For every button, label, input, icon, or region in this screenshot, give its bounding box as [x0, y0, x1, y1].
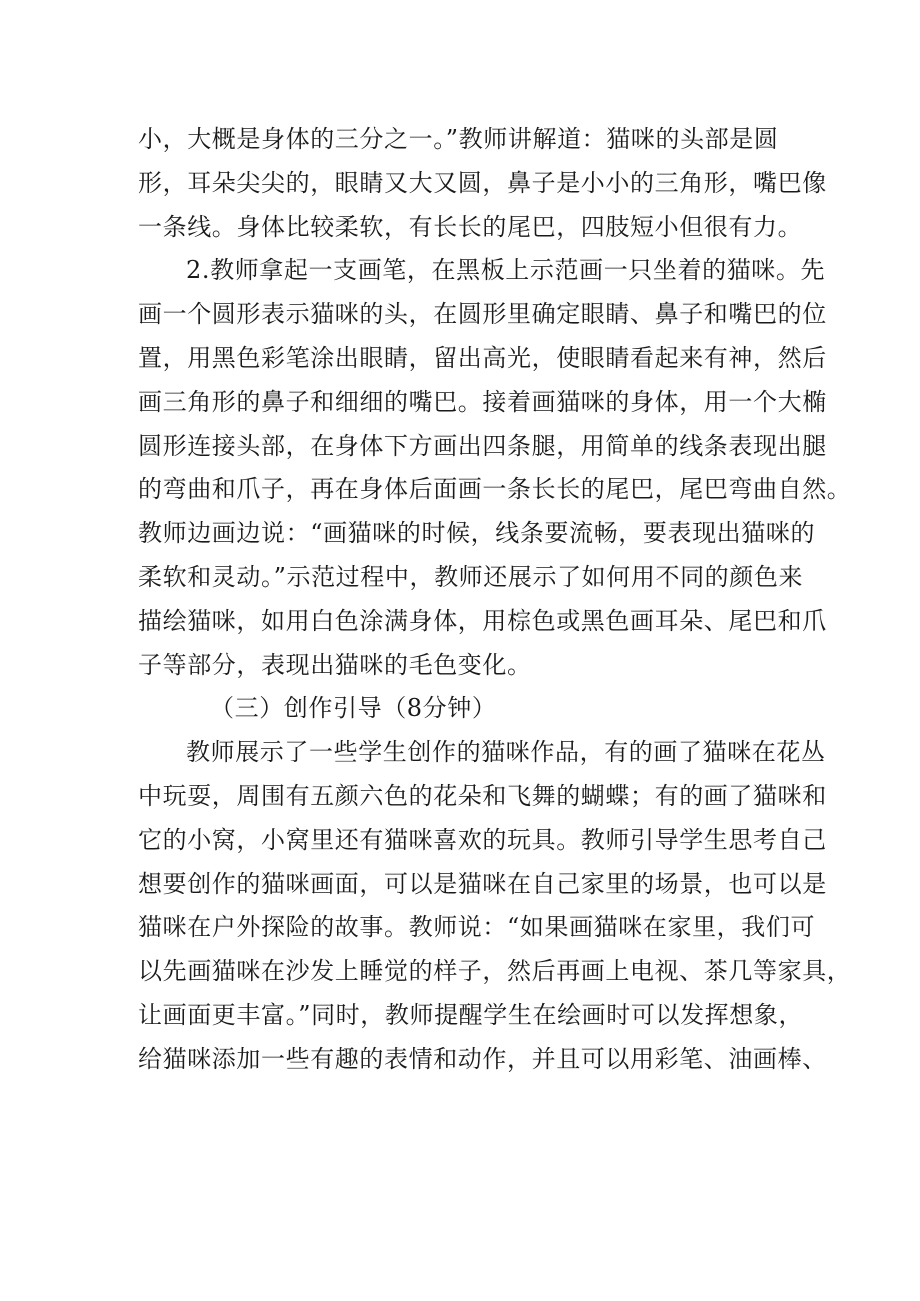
text-line: 2.教师拿起一支画笔，在黑板上示范画一只坐着的猫咪。先: [186, 256, 826, 285]
text-line: 画一个圆形表示猫咪的头，在圆形里确定眼睛、鼻子和嘴巴的位: [138, 300, 827, 329]
text-line: 教师边画边说：“画猫咪的时候，线条要流畅，要表现出猫咪的: [138, 519, 816, 548]
text-line: 子等部分，表现出猫咪的毛色变化。: [138, 650, 532, 679]
text-line: 的弯曲和爪子，再在身体后面画一条长长的尾巴，尾巴弯曲自然。: [138, 475, 852, 504]
text-line: 柔软和灵动。”示范过程中，教师还展示了如何用不同的颜色来: [138, 562, 804, 591]
text-line: 以先画猫咪在沙发上睡觉的样子，然后再画上电视、茶几等家具，: [138, 957, 852, 986]
text-line: 圆形连接头部，在身体下方画出四条腿，用简单的线条表现出腿: [138, 431, 827, 460]
text-line: 画三角形的鼻子和细细的嘴巴。接着画猫咪的身体，用一个大椭: [138, 387, 827, 416]
text-line: 让画面更丰富。”同时，教师提醒学生在绘画时可以发挥想象，: [138, 1000, 804, 1029]
text-line: 猫咪在户外探险的故事。教师说：“如果画猫咪在家里，我们可: [138, 913, 816, 942]
text-line: 中玩耍，周围有五颜六色的花朵和飞舞的蝴蝶；有的画了猫咪和: [138, 781, 827, 810]
text-line: 它的小窝，小窝里还有猫咪喜欢的玩具。教师引导学生思考自己: [138, 825, 827, 854]
text-line: 置，用黑色彩笔涂出眼睛，留出高光，使眼睛看起来有神，然后: [138, 343, 827, 372]
text-line: 描绘猫咪，如用白色涂满身体，用棕色或黑色画耳朵、尾巴和爪: [138, 606, 827, 635]
text-line: 一条线。身体比较柔软，有长长的尾巴，四肢短小但很有力。: [138, 212, 803, 241]
section-heading: （三）创作引导（8分钟）: [210, 694, 497, 723]
text-line: 给猫咪添加一些有趣的表情和动作，并且可以用彩笔、油画棒、: [138, 1044, 827, 1073]
text-line: 想要创作的猫咪画面，可以是猫咪在自己家里的场景，也可以是: [138, 869, 827, 898]
document-body: [138, 118, 852, 1082]
text-line: 形，耳朵尖尖的，眼睛又大又圆，鼻子是小小的三角形，嘴巴像: [138, 168, 827, 197]
text-line: 小，大概是身体的三分之一。”教师讲解道：猫咪的头部是圆: [138, 125, 779, 153]
text-line: 教师展示了一些学生创作的猫咪作品，有的画了猫咪在花丛: [186, 738, 826, 767]
